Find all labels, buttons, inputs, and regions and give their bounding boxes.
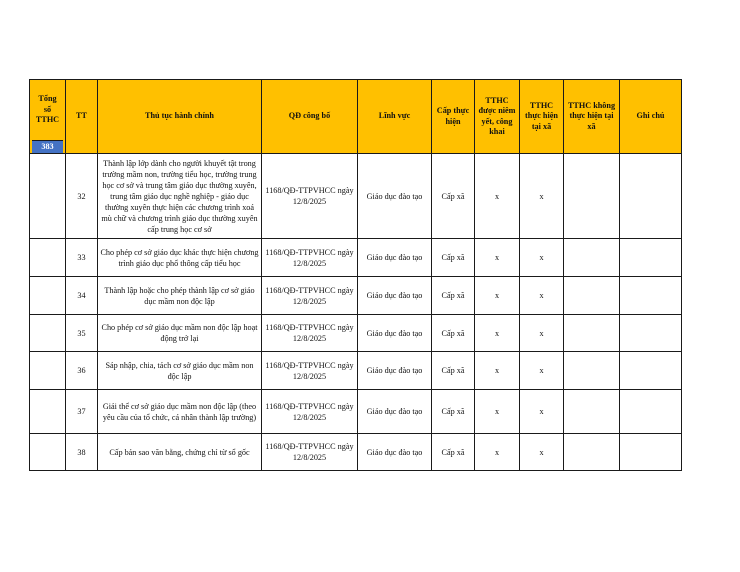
table-row bbox=[30, 315, 682, 352]
row-tt: 37 bbox=[66, 390, 98, 434]
row-not-executed bbox=[564, 277, 620, 315]
row-posted: x bbox=[475, 352, 520, 390]
row-not-executed bbox=[564, 315, 620, 352]
table-row bbox=[30, 277, 682, 315]
row-procedure: Giải thể cơ sở giáo dục mầm non độc lập (theo yêu cầu của tổ chức, cá nhân thành lập trường) bbox=[98, 390, 262, 434]
row-tt: 38 bbox=[66, 434, 98, 471]
blank-cell bbox=[30, 239, 66, 277]
row-level: Cấp xã bbox=[432, 434, 475, 471]
header-tt: TT bbox=[66, 80, 98, 154]
table-row bbox=[30, 434, 682, 471]
table-row bbox=[30, 390, 682, 434]
procedure-table bbox=[29, 79, 682, 471]
row-procedure: Thành lập lớp dành cho người khuyết tật trong trường mầm non, trường tiểu học, trường trung học cơ sở và trung tâm giáo dục thường xuyên, trung tâm giáo dục nghề nghiệp - giáo dục thường xuyên thực hiện các chương trình xoá mù chữ và chương trình giáo dục thường xuyên cấp trung học cơ sở bbox=[98, 154, 262, 239]
header-posted: TTHC được niêm yết, công khai bbox=[475, 80, 520, 154]
row-procedure: Cấp bản sao văn bằng, chứng chỉ từ sổ gốc bbox=[98, 434, 262, 471]
blank-cell bbox=[30, 352, 66, 390]
header-procedure: Thủ tục hành chính bbox=[98, 80, 262, 154]
row-not-executed bbox=[564, 352, 620, 390]
row-level: Cấp xã bbox=[432, 277, 475, 315]
row-decision: 1168/QĐ-TTPVHCC ngày 12/8/2025 bbox=[262, 239, 358, 277]
blank-cell bbox=[30, 434, 66, 471]
row-executed: x bbox=[520, 315, 564, 352]
total-label: Tổng số TTHC bbox=[35, 94, 60, 125]
row-tt: 35 bbox=[66, 315, 98, 352]
row-executed: x bbox=[520, 277, 564, 315]
row-executed: x bbox=[520, 352, 564, 390]
row-tt: 36 bbox=[66, 352, 98, 390]
row-executed: x bbox=[520, 434, 564, 471]
row-executed: x bbox=[520, 154, 564, 239]
row-procedure: Cho phép cơ sở giáo dục mầm non độc lập hoạt động trở lại bbox=[98, 315, 262, 352]
row-decision: 1168/QĐ-TTPVHCC ngày 12/8/2025 bbox=[262, 154, 358, 239]
row-level: Cấp xã bbox=[432, 352, 475, 390]
row-posted: x bbox=[475, 154, 520, 239]
row-decision: 1168/QĐ-TTPVHCC ngày 12/8/2025 bbox=[262, 315, 358, 352]
header-decision: QĐ công bố bbox=[262, 80, 358, 154]
header-level: Cấp thực hiện bbox=[432, 80, 475, 154]
table-row bbox=[30, 154, 682, 239]
blank-cell bbox=[30, 315, 66, 352]
row-posted: x bbox=[475, 315, 520, 352]
total-count-badge: 383 bbox=[32, 140, 63, 153]
procedure-sheet bbox=[29, 79, 682, 471]
row-note bbox=[620, 315, 682, 352]
row-note bbox=[620, 352, 682, 390]
row-procedure: Sáp nhập, chia, tách cơ sở giáo dục mầm non độc lập bbox=[98, 352, 262, 390]
row-not-executed bbox=[564, 239, 620, 277]
row-tt: 34 bbox=[66, 277, 98, 315]
row-field: Giáo dục đào tạo bbox=[358, 239, 432, 277]
row-level: Cấp xã bbox=[432, 239, 475, 277]
row-decision: 1168/QĐ-TTPVHCC ngày 12/8/2025 bbox=[262, 277, 358, 315]
row-tt: 32 bbox=[66, 154, 98, 239]
row-level: Cấp xã bbox=[432, 390, 475, 434]
row-procedure: Thành lập hoặc cho phép thành lập cơ sở giáo dục mầm non độc lập bbox=[98, 277, 262, 315]
header-not-executed: TTHC không thực hiện tại xã bbox=[564, 80, 620, 154]
row-procedure: Cho phép cơ sở giáo dục khác thực hiện chương trình giáo dục phổ thông cấp tiểu học bbox=[98, 239, 262, 277]
row-field: Giáo dục đào tạo bbox=[358, 352, 432, 390]
row-field: Giáo dục đào tạo bbox=[358, 315, 432, 352]
row-note bbox=[620, 390, 682, 434]
row-posted: x bbox=[475, 277, 520, 315]
header-note: Ghi chú bbox=[620, 80, 682, 154]
table-row bbox=[30, 239, 682, 277]
row-level: Cấp xã bbox=[432, 315, 475, 352]
blank-cell bbox=[30, 277, 66, 315]
row-decision: 1168/QĐ-TTPVHCC ngày 12/8/2025 bbox=[262, 352, 358, 390]
header-field: Lĩnh vực bbox=[358, 80, 432, 154]
row-field: Giáo dục đào tạo bbox=[358, 277, 432, 315]
row-note bbox=[620, 239, 682, 277]
row-note bbox=[620, 154, 682, 239]
row-executed: x bbox=[520, 239, 564, 277]
row-executed: x bbox=[520, 390, 564, 434]
row-field: Giáo dục đào tạo bbox=[358, 390, 432, 434]
row-field: Giáo dục đào tạo bbox=[358, 434, 432, 471]
row-note bbox=[620, 277, 682, 315]
row-not-executed bbox=[564, 390, 620, 434]
row-not-executed bbox=[564, 434, 620, 471]
blank-cell bbox=[30, 390, 66, 434]
row-posted: x bbox=[475, 239, 520, 277]
blank-cell bbox=[30, 154, 66, 239]
row-not-executed bbox=[564, 154, 620, 239]
table-row bbox=[30, 352, 682, 390]
total-header bbox=[30, 80, 66, 154]
row-decision: 1168/QĐ-TTPVHCC ngày 12/8/2025 bbox=[262, 390, 358, 434]
row-tt: 33 bbox=[66, 239, 98, 277]
row-level: Cấp xã bbox=[432, 154, 475, 239]
row-note bbox=[620, 434, 682, 471]
header-row bbox=[30, 80, 682, 154]
row-decision: 1168/QĐ-TTPVHCC ngày 12/8/2025 bbox=[262, 434, 358, 471]
row-posted: x bbox=[475, 434, 520, 471]
row-field: Giáo dục đào tạo bbox=[358, 154, 432, 239]
header-executed: TTHC thực hiện tại xã bbox=[520, 80, 564, 154]
row-posted: x bbox=[475, 390, 520, 434]
